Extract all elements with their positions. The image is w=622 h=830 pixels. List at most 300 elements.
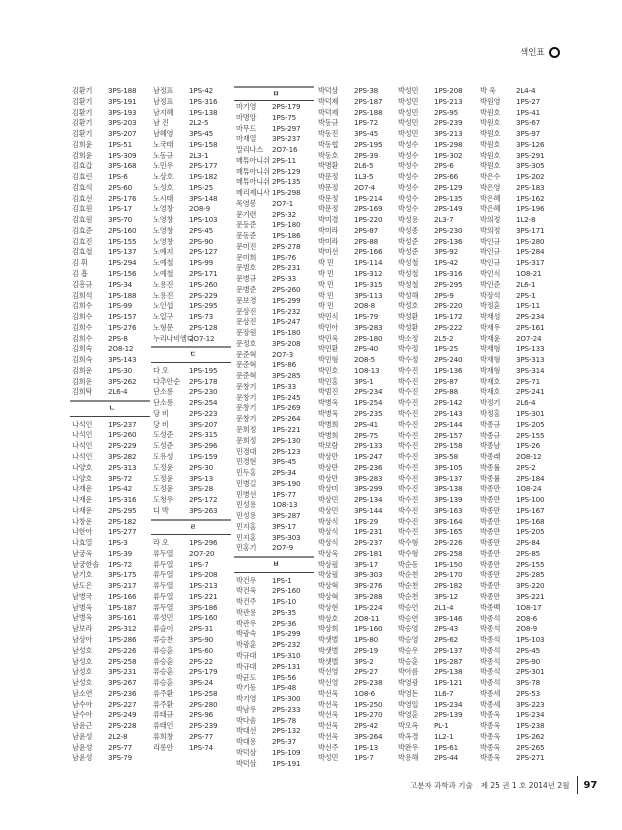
paper-code: 2PS-135 bbox=[434, 193, 463, 203]
index-entry bbox=[480, 549, 560, 560]
index-entry bbox=[153, 86, 233, 97]
index-entry bbox=[480, 420, 560, 431]
index-entry bbox=[153, 635, 233, 646]
author-name: 박수진 bbox=[398, 441, 419, 451]
paper-code: 2PS-240 bbox=[434, 355, 463, 365]
index-entry bbox=[236, 683, 316, 694]
index-entry bbox=[480, 334, 560, 345]
author-name: 박은수 bbox=[480, 172, 501, 182]
paper-code: 2PS-75 bbox=[354, 430, 379, 440]
author-name: 박샛별 bbox=[318, 656, 339, 666]
paper-code: 2O8-6 bbox=[516, 613, 537, 623]
paper-code: 2PS-143 bbox=[434, 408, 463, 418]
paper-code: 1PS-155 bbox=[108, 236, 137, 246]
paper-code: 1PS-159 bbox=[189, 452, 218, 461]
paper-code: 2PS-157 bbox=[434, 430, 463, 440]
author-name: 박재형 bbox=[480, 355, 501, 365]
author-name: 김효린 bbox=[72, 172, 93, 182]
index-entry bbox=[236, 759, 316, 770]
paper-code: 3PS-303 bbox=[354, 570, 383, 580]
paper-code: 2PS-37 bbox=[272, 737, 297, 747]
author-name: 박수진 bbox=[398, 398, 419, 408]
author-name: 남혜영 bbox=[153, 129, 174, 139]
paper-code: 1PS-205 bbox=[516, 527, 545, 537]
author-name: 박종욱 bbox=[480, 742, 501, 752]
author-name: 김희숙 bbox=[72, 344, 93, 354]
paper-code: 3PS-291 bbox=[516, 150, 545, 160]
index-entry bbox=[153, 732, 233, 743]
index-entry bbox=[153, 183, 233, 194]
paper-code: 2PS-295 bbox=[108, 505, 137, 515]
paper-code: 1L2-1 bbox=[434, 731, 454, 741]
author-name: 박성철 bbox=[398, 269, 419, 279]
paper-code: 2PS-234 bbox=[516, 312, 545, 322]
index-entry bbox=[480, 377, 560, 388]
paper-code: 1PS-150 bbox=[434, 559, 463, 569]
paper-code: 1PS-187 bbox=[108, 602, 137, 612]
author-name: 도정윤 bbox=[153, 473, 174, 483]
paper-code: 1PS-310 bbox=[272, 651, 301, 661]
author-name: 류승훈 bbox=[153, 678, 174, 688]
paper-code: 1O8-13 bbox=[354, 365, 380, 375]
index-entry bbox=[72, 721, 152, 732]
author-name: 박수진 bbox=[398, 419, 419, 429]
paper-code: 2PS-222 bbox=[434, 322, 463, 332]
author-name: 박영일 bbox=[398, 699, 419, 709]
paper-code: 1L3-5 bbox=[354, 172, 374, 182]
author-name: 박남우 bbox=[236, 704, 257, 714]
index-entry bbox=[236, 177, 316, 188]
paper-code: 1PS-220 bbox=[354, 215, 383, 225]
author-name: 박성민 bbox=[318, 753, 339, 763]
index-entry bbox=[318, 452, 398, 463]
paper-code: 1PS-213 bbox=[434, 96, 463, 106]
paper-code: 1PS-245 bbox=[272, 392, 301, 402]
paper-code: 2PS-44 bbox=[434, 753, 459, 763]
paper-code: 2PS-129 bbox=[434, 182, 463, 192]
author-name: 메리제니사 bbox=[236, 188, 270, 198]
index-entry bbox=[236, 576, 316, 587]
paper-code: 2PS-128 bbox=[189, 322, 218, 332]
author-name: 류두열 bbox=[153, 559, 174, 569]
paper-code: 2PS-182 bbox=[108, 516, 137, 526]
paper-code: 1PS-30 bbox=[108, 365, 133, 375]
author-name: 도정윤 bbox=[153, 462, 174, 472]
paper-code: 1PS-109 bbox=[272, 747, 301, 757]
index-entry bbox=[318, 603, 398, 614]
paper-code: 2PS-183 bbox=[516, 182, 545, 192]
author-name: 박균도 bbox=[236, 672, 257, 682]
index-entry bbox=[236, 543, 316, 554]
author-name: 김효석 bbox=[72, 182, 93, 192]
index-entry bbox=[72, 463, 152, 474]
paper-code: 2PS-265 bbox=[516, 742, 545, 752]
paper-code: 3PS-79 bbox=[108, 753, 133, 763]
index-entry bbox=[72, 258, 152, 269]
author-name: 나한아 bbox=[72, 527, 93, 537]
paper-code: 1PS-103 bbox=[189, 215, 218, 225]
author-name: 김환기 bbox=[72, 86, 93, 95]
index-section-header bbox=[153, 517, 233, 539]
paper-code: 1PS-75 bbox=[272, 112, 297, 122]
index-entry bbox=[72, 183, 152, 194]
index-entry bbox=[153, 204, 233, 215]
index-entry bbox=[480, 151, 560, 162]
paper-code: 2PS-227 bbox=[108, 699, 137, 709]
index-entry bbox=[480, 721, 560, 732]
paper-code: 3PS-90 bbox=[189, 634, 214, 644]
paper-code: 1PS-39 bbox=[108, 548, 133, 558]
paper-code: 2PS-160 bbox=[108, 225, 137, 235]
author-name: 민지홍 bbox=[236, 532, 257, 542]
index-entry bbox=[153, 592, 233, 603]
index-entry bbox=[480, 161, 560, 172]
author-name: 나재운 bbox=[72, 505, 93, 515]
paper-code: 3PS-92 bbox=[434, 247, 459, 257]
index-entry bbox=[398, 700, 478, 711]
paper-code: 1PS-137 bbox=[108, 247, 137, 257]
section-letter: ㅁ bbox=[272, 90, 280, 98]
author-name: 류승찬 bbox=[153, 634, 174, 644]
paper-code: 2PS-132 bbox=[272, 726, 301, 736]
index-entry bbox=[480, 301, 560, 312]
index-entry bbox=[318, 474, 398, 485]
paper-code: 2PS-171 bbox=[189, 269, 218, 279]
author-name: 김희운 bbox=[72, 365, 93, 375]
paper-code: 2PS-264 bbox=[272, 414, 301, 424]
index-entry bbox=[480, 97, 560, 108]
index-entry bbox=[318, 624, 398, 635]
paper-code: 2PS-280 bbox=[189, 699, 218, 709]
index-entry bbox=[480, 678, 560, 689]
paper-code: 1PS-247 bbox=[272, 317, 301, 327]
index-entry bbox=[318, 527, 398, 538]
author-name: 류슬이 bbox=[153, 624, 174, 634]
paper-code: 2PS-90 bbox=[516, 656, 541, 666]
paper-code: 1PS-270 bbox=[354, 710, 383, 720]
paper-code: 1PS-114 bbox=[354, 258, 383, 268]
paper-code: 2O7-24 bbox=[516, 333, 542, 343]
paper-code: 2PS-166 bbox=[354, 247, 383, 257]
index-entry bbox=[398, 387, 478, 398]
author-name: 박상혁 bbox=[318, 581, 339, 591]
author-name: 박재호 bbox=[480, 376, 501, 386]
author-name: 박성호 bbox=[398, 301, 419, 311]
index-entry bbox=[72, 312, 152, 323]
index-entry bbox=[236, 640, 316, 651]
index-entry bbox=[236, 124, 316, 135]
author-name: 박종률 bbox=[480, 462, 501, 472]
index-entry bbox=[72, 86, 152, 97]
index-entry bbox=[153, 646, 233, 657]
paper-code: 2PS-42 bbox=[354, 721, 379, 731]
author-name: 박성용 bbox=[398, 215, 419, 225]
paper-code: 3PS-203 bbox=[108, 118, 137, 128]
paper-code: 2PS-187 bbox=[354, 96, 383, 106]
author-name: 박건욱 bbox=[236, 586, 257, 596]
author-name: 김효진 bbox=[72, 236, 93, 246]
paper-code: 2O8-8 bbox=[354, 301, 375, 311]
paper-code: 3PS-190 bbox=[272, 478, 301, 488]
paper-code: 1PS-167 bbox=[516, 505, 545, 515]
paper-code: 2PS-11 bbox=[272, 155, 297, 165]
index-entry bbox=[153, 97, 233, 108]
index-entry bbox=[153, 409, 233, 420]
index-entry bbox=[318, 129, 398, 140]
paper-code: 2PS-312 bbox=[108, 624, 137, 634]
author-name: 김희운 bbox=[72, 376, 93, 386]
author-name: 당 비 bbox=[153, 408, 169, 418]
paper-code: 3PS-193 bbox=[108, 107, 137, 117]
paper-code: 1PS-27 bbox=[516, 96, 541, 106]
index-entry bbox=[236, 156, 316, 167]
author-name: 박수정 bbox=[398, 355, 419, 365]
index-entry bbox=[72, 689, 152, 700]
paper-code: 1O8-17 bbox=[516, 602, 542, 612]
index-entry bbox=[480, 463, 560, 474]
index-entry bbox=[153, 710, 233, 721]
index-entry bbox=[72, 247, 152, 258]
paper-code: 3PS-188 bbox=[108, 86, 137, 95]
author-name: 민병선 bbox=[236, 489, 257, 499]
paper-code: 1PS-157 bbox=[108, 312, 137, 322]
author-name: 마기영 bbox=[236, 102, 257, 111]
paper-code: 2O7-12 bbox=[189, 333, 215, 343]
paper-code: 2PS-45 bbox=[189, 225, 214, 235]
author-name: 박덕제 bbox=[318, 96, 339, 106]
author-name: 박미라 bbox=[318, 236, 339, 246]
index-entry bbox=[398, 495, 478, 506]
index-entry bbox=[480, 431, 560, 442]
index-entry bbox=[318, 398, 398, 409]
paper-code: 2PS-181 bbox=[354, 548, 383, 558]
index-entry bbox=[480, 409, 560, 420]
author-name: 박종만 bbox=[480, 548, 501, 558]
index-entry bbox=[72, 657, 152, 668]
paper-code: 1PS-48 bbox=[272, 683, 297, 693]
author-name: 박성민 bbox=[398, 107, 419, 117]
author-name: 류성민 bbox=[153, 613, 174, 623]
index-entry bbox=[236, 307, 316, 318]
paper-code: 2PS-134 bbox=[354, 495, 383, 505]
index-entry bbox=[398, 527, 478, 538]
paper-code: 1PS-77 bbox=[272, 489, 297, 499]
index-entry bbox=[236, 500, 316, 511]
paper-code: 2PS-71 bbox=[516, 376, 541, 386]
author-name: 박선욱 bbox=[318, 721, 339, 731]
index-entry bbox=[153, 657, 233, 668]
index-entry bbox=[236, 522, 316, 533]
index-section-header bbox=[153, 344, 233, 366]
paper-code: 2PS-258 bbox=[108, 656, 137, 666]
paper-code: 3PS-143 bbox=[108, 355, 137, 365]
index-entry bbox=[236, 457, 316, 468]
author-name: 나양호 bbox=[72, 462, 93, 472]
index-entry bbox=[153, 484, 233, 495]
index-entry bbox=[398, 344, 478, 355]
paper-code: 1PS-160 bbox=[354, 624, 383, 634]
paper-code: 2PS-228 bbox=[108, 721, 137, 731]
author-name: 박성종 bbox=[398, 225, 419, 235]
index-entry bbox=[236, 371, 316, 382]
author-name: 노영창 bbox=[153, 236, 174, 246]
paper-code: 2PS-229 bbox=[189, 290, 218, 300]
author-name: 박상만 bbox=[318, 462, 339, 472]
index-entry bbox=[236, 134, 316, 145]
paper-code: 1PS-136 bbox=[434, 365, 463, 375]
index-entry bbox=[236, 102, 316, 113]
index-entry bbox=[398, 377, 478, 388]
index-entry bbox=[236, 274, 316, 285]
paper-code: 1PS-1 bbox=[272, 575, 292, 585]
paper-code: 1PS-99 bbox=[189, 258, 214, 268]
paper-code: 2L6-4 bbox=[108, 387, 128, 397]
index-entry bbox=[398, 538, 478, 549]
author-name: 박관우 bbox=[236, 618, 257, 628]
paper-code: 3PS-267 bbox=[108, 678, 137, 688]
paper-code: 2PS-155 bbox=[516, 430, 545, 440]
index-entry bbox=[480, 441, 560, 452]
author-name: 박미경 bbox=[318, 215, 339, 225]
author-name: 박종욱 bbox=[480, 721, 501, 731]
author-name: 김효갑 bbox=[72, 161, 93, 171]
index-entry bbox=[318, 215, 398, 226]
author-name: 박광숙 bbox=[236, 629, 257, 639]
index-entry bbox=[318, 614, 398, 625]
author-name: 박성철 bbox=[398, 279, 419, 289]
index-entry bbox=[480, 517, 560, 528]
author-name: 김 흡 bbox=[72, 269, 88, 279]
author-name: 박수진 bbox=[398, 365, 419, 375]
paper-code: 2PS-313 bbox=[108, 462, 137, 472]
author-name: 박원호 bbox=[480, 118, 501, 128]
author-name: 민성용 bbox=[236, 500, 257, 510]
index-entry bbox=[318, 506, 398, 517]
index-entry bbox=[318, 484, 398, 495]
paper-code: 1PS-309 bbox=[108, 150, 137, 160]
author-name: 도정윤 bbox=[153, 484, 174, 494]
author-name: 김희수 bbox=[72, 312, 93, 322]
paper-code: 2PS-226 bbox=[434, 538, 463, 548]
author-name: 박순천 bbox=[398, 581, 419, 591]
index-entry bbox=[480, 732, 560, 743]
index-entry bbox=[72, 743, 152, 754]
index-entry bbox=[318, 592, 398, 603]
paper-code: 1PS-138 bbox=[189, 107, 218, 117]
author-name: 노예철 bbox=[153, 269, 174, 279]
author-name: 박성수 bbox=[398, 139, 419, 149]
paper-code: 1O8-13 bbox=[272, 500, 298, 510]
author-name: 마명앙 bbox=[236, 112, 257, 122]
author-name: 노민우 bbox=[153, 161, 174, 171]
index-entry bbox=[398, 463, 478, 474]
index-entry bbox=[236, 393, 316, 404]
author-name: 박원호 bbox=[480, 150, 501, 160]
page-footer bbox=[410, 776, 597, 794]
paper-code: 2O7-16 bbox=[272, 145, 298, 155]
paper-code: 3PS-305 bbox=[516, 161, 545, 171]
paper-code: 1PS-258 bbox=[189, 688, 218, 698]
index-entry bbox=[398, 732, 478, 743]
index-entry bbox=[318, 312, 398, 323]
index-entry bbox=[72, 108, 152, 119]
author-name: 김효선 bbox=[72, 193, 93, 203]
paper-code: 1PS-208 bbox=[434, 86, 463, 95]
paper-code: 3PS-237 bbox=[272, 134, 301, 144]
author-name: 문범호 bbox=[236, 263, 257, 273]
index-entry bbox=[153, 247, 233, 258]
author-name: 박동협 bbox=[318, 139, 339, 149]
index-entry bbox=[153, 334, 233, 345]
author-name: 박문정 bbox=[318, 193, 339, 203]
paper-code: 1PS-300 bbox=[272, 694, 301, 704]
index-entry bbox=[153, 161, 233, 172]
paper-code: 2PS-235 bbox=[354, 408, 383, 418]
paper-code: 3PS-97 bbox=[516, 129, 541, 139]
index-entry bbox=[318, 387, 398, 398]
paper-code: 2PS-144 bbox=[434, 419, 463, 429]
paper-code: 2PS-178 bbox=[189, 376, 218, 386]
paper-code: 2PS-161 bbox=[516, 322, 545, 332]
author-name: 박영광 bbox=[398, 678, 419, 688]
index-entry bbox=[72, 323, 152, 334]
author-name: 남성호 bbox=[72, 656, 93, 666]
author-name: 박수진 bbox=[398, 376, 419, 386]
paper-code: 3PS-144 bbox=[354, 505, 383, 515]
paper-code: 2PS-88 bbox=[354, 236, 379, 246]
index-entry bbox=[153, 280, 233, 291]
author-name: 단소롱 bbox=[153, 398, 174, 408]
paper-code: 2PS-258 bbox=[434, 548, 463, 558]
author-name: 박성민 bbox=[398, 129, 419, 139]
index-entry bbox=[398, 226, 478, 237]
author-name: 노예철 bbox=[153, 258, 174, 268]
paper-code: 2PS-129 bbox=[272, 166, 301, 176]
paper-code: 2PS-77 bbox=[189, 731, 214, 741]
index-entry bbox=[398, 86, 478, 97]
author-name: 박상식 bbox=[318, 538, 339, 548]
paper-code: 1PS-250 bbox=[354, 699, 383, 709]
index-entry bbox=[318, 581, 398, 592]
index-entry bbox=[153, 549, 233, 560]
paper-code: 3PS-137 bbox=[434, 473, 463, 483]
paper-code: 2PS-188 bbox=[354, 107, 383, 117]
index-entry bbox=[236, 360, 316, 371]
index-column bbox=[480, 86, 560, 764]
index-entry bbox=[480, 344, 560, 355]
author-name: 박성환 bbox=[398, 312, 419, 322]
author-name: 문병준 bbox=[236, 285, 257, 295]
author-name: 김흥규 bbox=[72, 279, 93, 289]
paper-code: 2PS-96 bbox=[189, 710, 214, 720]
author-name: 문준혁 bbox=[236, 371, 257, 381]
index-entry bbox=[153, 474, 233, 485]
index-entry bbox=[153, 560, 233, 571]
index-entry bbox=[398, 151, 478, 162]
author-name: 박성철 bbox=[398, 258, 419, 268]
author-name: 남지혜 bbox=[153, 107, 174, 117]
index-entry bbox=[72, 355, 152, 366]
paper-code: 1PS-160 bbox=[189, 613, 218, 623]
author-name: 남성호 bbox=[72, 678, 93, 688]
index-entry bbox=[72, 527, 152, 538]
index-entry bbox=[318, 678, 398, 689]
paper-code: 1PS-72 bbox=[354, 118, 379, 128]
index-entry bbox=[318, 183, 398, 194]
paper-code: 2PS-180 bbox=[354, 333, 383, 343]
index-entry bbox=[398, 678, 478, 689]
author-name: 박상혁 bbox=[318, 591, 339, 601]
